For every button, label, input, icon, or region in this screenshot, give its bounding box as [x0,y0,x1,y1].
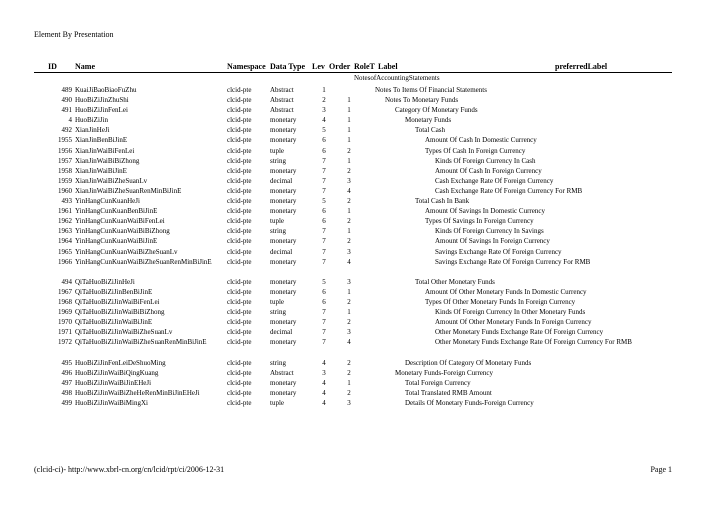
row-data-type: string [270,227,286,236]
row-namespace: clcid-pte [227,136,252,145]
row-order: 2 [347,368,351,377]
table-row [0,186,720,196]
row-data-type: monetary [270,338,297,347]
row-namespace: clcid-pte [227,116,252,125]
row-label: Amount Of Savings In Foreign Currency [435,237,550,246]
row-data-type: string [270,156,286,165]
row-label: Cash Exchange Rate Of Foreign Currency [435,176,554,185]
row-level: 7 [322,308,326,317]
row-namespace: clcid-pte [227,247,252,256]
row-id: 1962 [58,217,72,226]
row-data-type: tuple [270,217,284,226]
row-order: 3 [347,328,351,337]
row-id: 1965 [58,247,72,256]
row-order: 1 [347,136,351,145]
row-namespace: clcid-pte [227,176,252,185]
header-preferred-label: preferredLabel [555,62,608,71]
row-order: 1 [347,116,351,125]
header-level: Lev [312,62,325,71]
row-namespace: clcid-pte [227,166,252,175]
row-data-type: monetary [270,197,297,206]
row-id: 497 [61,378,72,387]
row-id: 1960 [58,186,72,195]
row-data-type: tuple [270,297,284,306]
row-id: 1970 [58,318,72,327]
table-row [0,358,720,368]
row-label: Types Of Cash In Foreign Currency [425,146,526,155]
row-order: 1 [347,96,351,105]
table-row [0,125,720,135]
table-row [0,247,720,257]
row-order: 2 [347,297,351,306]
row-namespace: clcid-pte [227,287,252,296]
row-name: XianJinHeJi [75,126,110,135]
row-data-type: monetary [270,277,297,286]
row-name: XianJinWaiBiZheSuanLv [75,176,148,185]
row-namespace: clcid-pte [227,318,252,327]
row-label: Types Of Savings In Foreign Currency [425,217,534,226]
row-id: 1957 [58,156,72,165]
row-namespace: clcid-pte [227,146,252,155]
row-order: 3 [347,277,351,286]
table-row [0,287,720,297]
row-label: Kinds Of Foreign Currency In Cash [435,156,536,165]
table-row [0,135,720,145]
table-row [0,85,720,95]
row-label: Savings Exchange Rate Of Foreign Currency [435,247,562,256]
row-data-type: monetary [270,116,297,125]
row-level: 7 [322,166,326,175]
row-name: HuoBiZiJinWaiBiZheHeRenMinBiJinEHeJi [75,388,200,397]
table-row [0,236,720,246]
row-level: 7 [322,227,326,236]
row-order: 4 [347,257,351,266]
row-namespace: clcid-pte [227,197,252,206]
row-namespace: clcid-pte [227,227,252,236]
row-namespace: clcid-pte [227,308,252,317]
row-label: Description Of Category Of Monetary Funds [405,358,532,367]
row-data-type: Abstract [270,86,294,94]
row-id: 1961 [58,207,72,216]
row-id: 1963 [58,227,72,236]
row-data-type: tuple [270,146,284,155]
row-name: HuoBiZiJinZhuShi [75,96,129,105]
row-namespace: clcid-pte [227,86,252,94]
row-label: Category Of Monetary Funds [395,106,478,115]
row-name: XianJinWaiBiBiZhong [75,156,140,165]
row-namespace: clcid-pte [227,126,252,135]
row-order: 1 [347,378,351,387]
row-namespace: clcid-pte [227,297,252,306]
row-namespace: clcid-pte [227,328,252,337]
row-name: XianJinWaiBiFenLei [75,146,135,155]
row-id: 494 [61,277,72,286]
header-label: Label [378,62,398,71]
row-level: 7 [322,156,326,165]
row-order: 1 [347,156,351,165]
row-data-type: monetary [270,318,297,327]
row-name: HuoBiZiJinWaiBiQingKuang [75,368,159,377]
row-level: 7 [322,186,326,195]
row-namespace: clcid-pte [227,398,252,407]
row-data-type: monetary [270,126,297,135]
header-id: ID [48,62,57,71]
table-row [0,337,720,357]
row-order: 3 [347,176,351,185]
row-label: Kinds Of Foreign Currency In Other Monetary Funds [435,308,586,317]
row-level: 6 [322,136,326,145]
row-name: QiTaHuoBiZiJinWaiBiZheSuanRenMinBiJinE [75,338,207,347]
row-data-type: monetary [270,388,297,397]
row-label: Total Other Monetary Funds [415,277,495,286]
row-level: 3 [322,106,326,115]
row-label: Other Monetary Funds Exchange Rate Of Foreign Currency [435,328,604,337]
row-level: 3 [322,368,326,377]
row-name: QiTaHuoBiZiJinBenBiJinE [75,287,153,296]
table-row [0,95,720,105]
row-data-type: monetary [270,136,297,145]
row-label: Amount Of Savings In Domestic Currency [425,207,545,216]
row-level: 4 [322,116,326,125]
table-row [0,206,720,216]
element-table [0,85,720,408]
row-name: HuoBiZiJinWaiBiJinEHeJi [75,378,152,387]
row-order: 1 [347,126,351,135]
row-order: 2 [347,197,351,206]
row-name: YinHangCunKuanWaiBiZheSuanRenMinBiJinE [75,257,212,266]
row-data-type: monetary [270,207,297,216]
row-name: XianJinWaiBiJinE [75,166,127,175]
row-id: 1967 [58,287,72,296]
table-row [0,378,720,388]
row-name: YinHangCunKuanWaiBiFenLei [75,217,165,226]
row-name: XianJinBenBiJinE [75,136,128,145]
table-row [0,257,720,277]
table-row [0,176,720,186]
row-level: 7 [322,318,326,327]
row-namespace: clcid-pte [227,237,252,246]
row-level: 1 [322,86,326,94]
row-name: XianJinWaiBiZheSuanRenMinBiJinE [75,186,182,195]
section-label: NotesofAccountingStatements [354,74,440,82]
row-name: YinHangCunKuanWaiBiBiZhong [75,227,170,236]
row-data-type: monetary [270,166,297,175]
row-label: Monetary Funds-Foreign Currency [395,368,493,377]
row-id: 1971 [58,328,72,337]
row-level: 4 [322,388,326,397]
row-order: 1 [347,308,351,317]
row-namespace: clcid-pte [227,106,252,115]
row-level: 7 [322,328,326,337]
row-order: 1 [347,227,351,236]
row-data-type: monetary [270,186,297,195]
row-order: 2 [347,166,351,175]
row-label: Types Of Other Monetary Funds In Foreign Currency [425,297,576,306]
row-data-type: string [270,308,286,317]
row-namespace: clcid-pte [227,388,252,397]
row-label: Amount Of Other Monetary Funds In Domestic Currency [425,287,587,296]
row-namespace: clcid-pte [227,368,252,377]
header-namespace: Namespace [227,62,266,71]
row-order: 3 [347,247,351,256]
table-row [0,166,720,176]
row-label: Details Of Monetary Funds-Foreign Currency [405,398,534,407]
row-order: 4 [347,338,351,347]
row-id: 499 [61,398,72,407]
row-data-type: monetary [270,237,297,246]
row-label: Cash Exchange Rate Of Foreign Currency For RMB [435,186,583,195]
row-level: 7 [322,338,326,347]
row-name: HuoBiZiJinWaiBiMingXi [75,398,148,407]
row-id: 492 [61,126,72,135]
table-row [0,146,720,156]
row-namespace: clcid-pte [227,186,252,195]
row-label: Savings Exchange Rate Of Foreign Currency For RMB [435,257,591,266]
table-row [0,327,720,337]
row-label: Notes To Monetary Funds [385,96,459,105]
row-data-type: monetary [270,378,297,387]
row-name: YinHangCunKuanHeJi [75,197,140,206]
row-id: 4 [68,116,72,125]
row-label: Kinds Of Foreign Currency In Savings [435,227,544,236]
row-level: 7 [322,176,326,185]
report-title: Element By Presentation [34,30,114,39]
row-data-type: string [270,358,286,367]
row-name: KuaiJiBaoBiaoFuZhu [75,86,137,94]
row-label: Total Cash [415,126,446,135]
row-level: 5 [322,197,326,206]
row-id: 493 [61,197,72,206]
row-namespace: clcid-pte [227,207,252,216]
row-name: HuoBiZiJinFenLeiDeShuoMing [75,358,166,367]
row-namespace: clcid-pte [227,217,252,226]
row-data-type: Abstract [270,368,294,377]
row-name: YinHangCunKuanBenBiJinE [75,207,158,216]
row-data-type: decimal [270,328,293,337]
row-data-type: decimal [270,176,293,185]
table-row [0,216,720,226]
row-id: 1959 [58,176,72,185]
row-id: 1968 [58,297,72,306]
row-id: 491 [61,106,72,115]
row-data-type: monetary [270,287,297,296]
footer-page-number: Page 1 [650,465,672,474]
row-id: 498 [61,388,72,397]
row-id: 1972 [58,338,72,347]
row-id: 1964 [58,237,72,246]
row-id: 1956 [58,146,72,155]
row-name: HuoBiZiJinFenLei [75,106,128,115]
row-label: Amount Of Other Monetary Funds In Foreign Currency [435,318,592,327]
table-row [0,388,720,398]
table-row [0,398,720,408]
row-level: 6 [322,146,326,155]
row-level: 6 [322,217,326,226]
header-role: RoleT [354,62,375,71]
row-namespace: clcid-pte [227,338,252,347]
row-namespace: clcid-pte [227,358,252,367]
row-level: 6 [322,287,326,296]
row-order: 1 [347,287,351,296]
row-name: QiTaHuoBiZiJinWaiBiJinE [75,318,153,327]
row-level: 6 [322,297,326,306]
table-row [0,317,720,327]
row-namespace: clcid-pte [227,277,252,286]
row-order: 2 [347,237,351,246]
row-level: 2 [322,96,326,105]
row-id: 495 [61,358,72,367]
row-data-type: monetary [270,257,297,266]
row-order: 3 [347,398,351,407]
row-order: 2 [347,358,351,367]
row-level: 6 [322,207,326,216]
header-order: Order [329,62,351,71]
row-order: 1 [347,207,351,216]
row-data-type: decimal [270,247,293,256]
header-divider [34,72,672,73]
row-order: 2 [347,146,351,155]
row-name: HuoBiZiJin [75,116,109,125]
row-label: Total Foreign Currency [405,378,471,387]
footer-source: (clcid-ci)- http://www.xbrl-cn.org/cn/lcid/rpt/ci/2006-12-31 [34,465,225,474]
row-namespace: clcid-pte [227,378,252,387]
row-name: YinHangCunKuanWaiBiZheSuanLv [75,247,178,256]
row-level: 4 [322,378,326,387]
header-name: Name [75,62,95,71]
row-id: 1969 [58,308,72,317]
row-name: YinHangCunKuanWaiBiJinE [75,237,158,246]
row-label: Other Monetary Funds Exchange Rate Of Foreign Currency For RMB [435,338,632,347]
table-row [0,307,720,317]
row-data-type: Abstract [270,106,294,115]
row-level: 7 [322,257,326,266]
row-label: Monetary Funds [405,116,452,125]
table-row [0,156,720,166]
row-label: Amount Of Cash In Foreign Currency [435,166,542,175]
row-name: QiTaHuoBiZiJinHeJi [75,277,135,286]
table-row [0,196,720,206]
table-row [0,297,720,307]
row-level: 4 [322,398,326,407]
row-level: 5 [322,126,326,135]
row-label: Total Translated RMB Amount [405,388,492,397]
row-order: 2 [347,388,351,397]
row-order: 1 [347,106,351,115]
row-label: Total Cash In Bank [415,197,470,206]
row-namespace: clcid-pte [227,257,252,266]
table-row [0,226,720,236]
row-id: 1958 [58,166,72,175]
row-name: QiTaHuoBiZiJinWaiBiBiZhong [75,308,165,317]
table-row [0,115,720,125]
row-level: 7 [322,237,326,246]
row-id: 1955 [58,136,72,145]
row-data-type: Abstract [270,96,294,105]
row-name: QiTaHuoBiZiJinWaiBiZheSuanLv [75,328,173,337]
row-name: QiTaHuoBiZiJinWaiBiFenLei [75,297,160,306]
row-level: 5 [322,277,326,286]
row-id: 490 [61,96,72,105]
row-id: 489 [61,86,72,94]
row-label: Notes To Items Of Financial Statements [375,86,487,94]
row-order: 2 [347,318,351,327]
row-level: 4 [322,358,326,367]
table-row [0,105,720,115]
row-order: 2 [347,217,351,226]
row-namespace: clcid-pte [227,96,252,105]
header-data-type: Data Type [270,62,306,71]
row-id: 496 [61,368,72,377]
table-row [0,368,720,378]
row-label: Amount Of Cash In Domestic Currency [425,136,537,145]
row-data-type: tuple [270,398,284,407]
row-id: 1966 [58,257,72,266]
row-level: 7 [322,247,326,256]
row-namespace: clcid-pte [227,156,252,165]
row-order: 4 [347,186,351,195]
table-row [0,277,720,287]
